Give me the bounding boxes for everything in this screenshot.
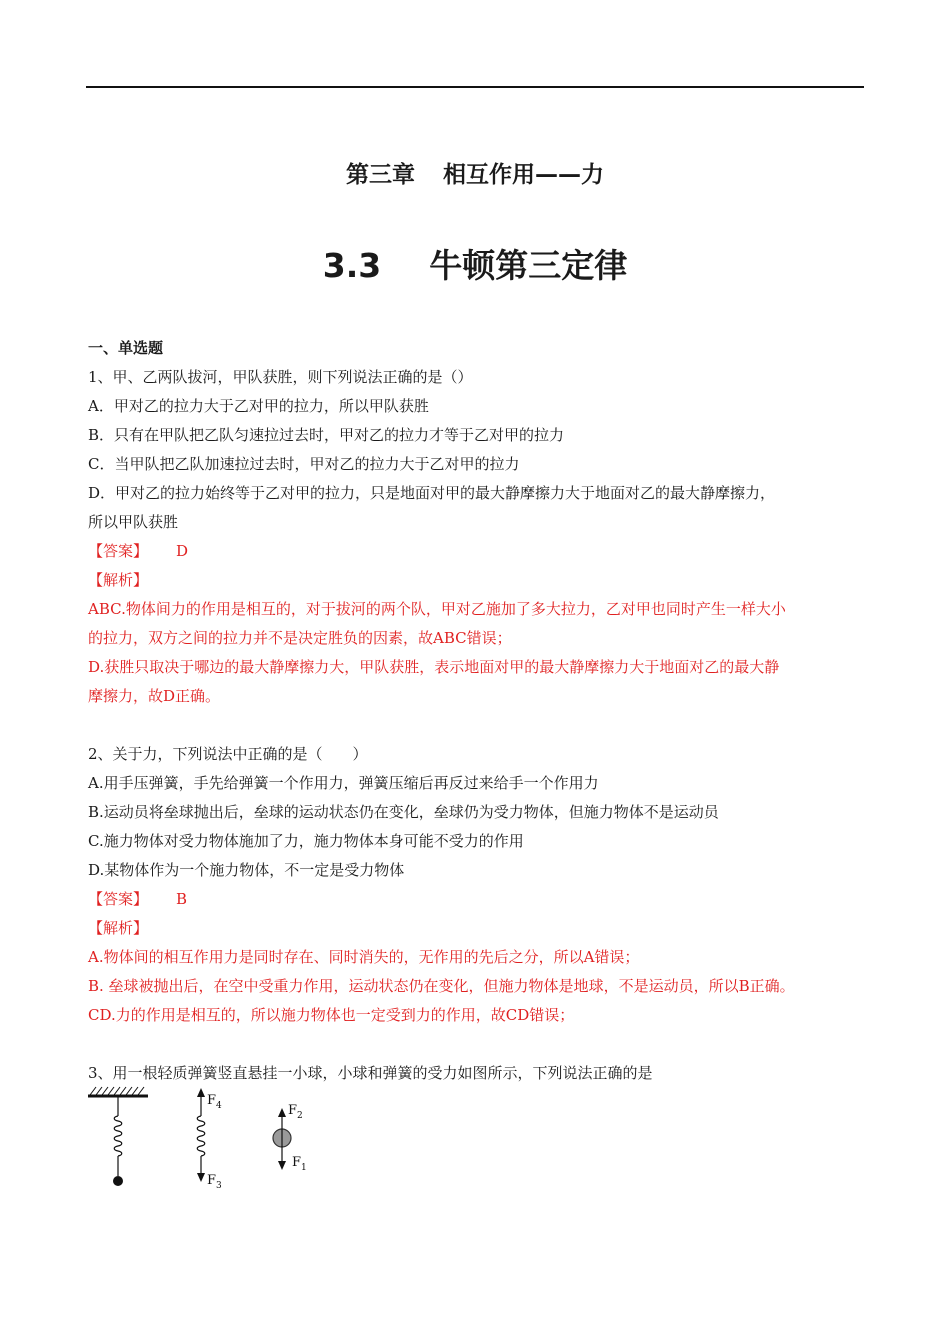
option-d-cont: 所以甲队获胜	[88, 513, 179, 531]
option-a: A.用手压弹簧，手先给弹簧一个作用力，弹簧压缩后再反过来给手一个作用力	[88, 774, 599, 792]
svg-text:F2: $F_2$	[288, 1103, 303, 1121]
analysis-line: B. 垒球被抛出后，在空中受重力作用，运动状态仍在变化，但施力物体是地球，不是运动员，所以B正确。	[88, 977, 795, 995]
answer-line	[88, 537, 888, 566]
force-label-f1: F	[292, 1155, 302, 1170]
analysis-label: 【解析】	[88, 919, 149, 937]
answer-label: 【答案】	[88, 890, 149, 908]
section-title	[0, 240, 950, 287]
option-c: C．当甲队把乙队加速拉过去时，甲对乙的拉力大于乙对甲的拉力	[88, 455, 520, 473]
hanging-spring-figure	[88, 1087, 148, 1186]
option-a: A．甲对乙的拉力大于乙对甲的拉力，所以甲队获胜	[88, 397, 429, 415]
answer-line	[88, 885, 888, 914]
spring-force-diagram	[86, 1086, 326, 1196]
part-heading: 一、单选题	[88, 339, 164, 357]
chapter-title	[0, 156, 950, 189]
analysis-label: 【解析】	[88, 571, 149, 589]
analysis-line: ABC.物体间力的作用是相互的，对于拔河的两个队，甲对乙施加了多大拉力，乙对甲也同时产生一样大小	[88, 600, 786, 618]
answer-value: B	[176, 890, 188, 908]
chapter-name: 相互作用——力	[443, 162, 604, 188]
analysis-line: D.获胜只取决于哪边的最大静摩擦力大，甲队获胜，表示地面对甲的最大静摩擦力大于地面对乙的最大静	[88, 658, 780, 676]
option-b: B.运动员将垒球抛出后，垒球的运动状态仍在变化，垒球仍为受力物体，但施力物体不是运动员	[88, 803, 719, 821]
ball-forces-figure	[273, 1103, 307, 1173]
section-name: 牛顿第三定律	[429, 246, 628, 285]
analysis-line: 的拉力，双方之间的拉力并不是决定胜负的因素，故ABC错误；	[88, 629, 512, 647]
force-label-f2: F	[288, 1103, 298, 1118]
force-label-f3: F	[207, 1173, 217, 1188]
option-c: C.施力物体对受力物体施加了力，施力物体本身可能不受力的作用	[88, 832, 524, 850]
answer-value: D	[176, 542, 189, 560]
chapter-number: 第三章	[346, 162, 415, 188]
analysis-line: 摩擦力，故D正确。	[88, 687, 221, 705]
option-d: D.某物体作为一个施力物体，不一定是受力物体	[88, 861, 405, 879]
svg-text:F1: $F_1$	[292, 1155, 307, 1173]
option-b: B．只有在甲队把乙队匀速拉过去时，甲对乙的拉力才等于乙对甲的拉力	[88, 426, 565, 444]
question-stem: 3、用一根轻质弹簧竖直悬挂一小球，小球和弹簧的受力如图所示，下列说法正确的是	[88, 1064, 653, 1082]
option-d: D．甲对乙的拉力始终等于乙对甲的拉力，只是地面对甲的最大静摩擦力大于地面对乙的最大静摩擦力，	[88, 484, 776, 502]
section-number: 3.3	[322, 246, 382, 285]
force-label-f4: F	[207, 1093, 217, 1108]
top-rule	[86, 86, 864, 88]
spring-forces-figure	[197, 1088, 222, 1191]
analysis-line: A.物体间的相互作用力是同时存在、同时消失的，无作用的先后之分，所以A错误；	[88, 948, 640, 966]
ball-icon	[113, 1176, 123, 1186]
question-1	[88, 363, 888, 711]
question-stem: 1、甲、乙两队拔河，甲队获胜，则下列说法正确的是（）	[88, 368, 473, 386]
analysis-line: CD.力的作用是相互的，所以施力物体也一定受到力的作用，故CD错误；	[88, 1006, 575, 1024]
document-body	[88, 334, 888, 1088]
svg-text:F3: $F_3$	[207, 1173, 222, 1191]
question-3	[88, 1059, 888, 1088]
answer-label: 【答案】	[88, 542, 149, 560]
svg-text:F4: $F_4$	[207, 1093, 222, 1111]
question-stem: 2、关于力，下列说法中正确的是（ ）	[88, 745, 368, 763]
question-2	[88, 740, 888, 1030]
